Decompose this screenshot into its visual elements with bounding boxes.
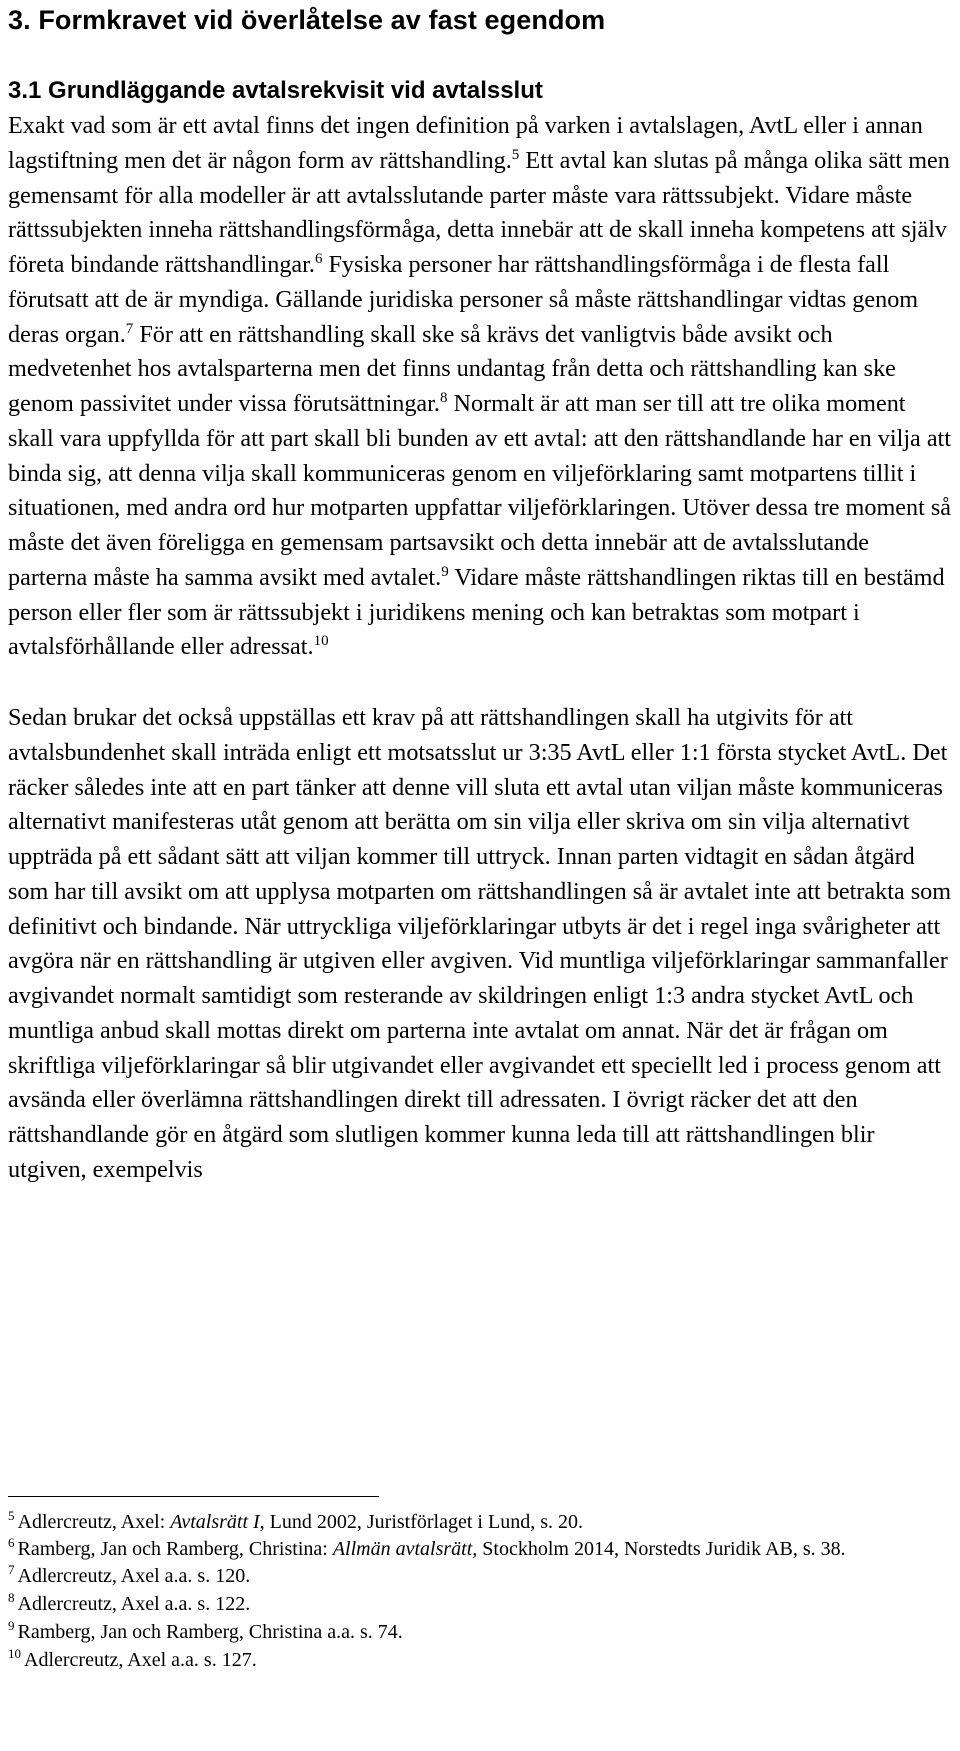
footnote-5 xyxy=(8,1508,952,1536)
footnote-ref-7[interactable]: 7 xyxy=(125,320,134,337)
section-title: 3.1 Grundläggande avtalsrekvisit vid avtalsslut xyxy=(8,77,543,104)
footnote-number: 8 xyxy=(8,1590,15,1605)
chapter-title: 3. Formkravet vid överlåtelse av fast egendom xyxy=(8,5,606,35)
footnote-text: Adlercreutz, Axel a.a. s. 120. xyxy=(17,1565,251,1587)
footnote-6 xyxy=(8,1536,952,1562)
paragraph-1-text: Vidare måste rättshandlingen riktas till en bestämd person eller fler som är rättssubjekt i juridikens mening och kan betraktas som motpart i avtalsförhållande eller adressat. xyxy=(8,563,945,661)
paragraph-1-text: Ett avtal kan slutas på många olika sätt men gemensamt för alla modeller är att avtalsslutande parter måste vara rättssubjekt. Vidare måste rättssubjekten inneha rättshandlingsförmåga, detta innebär att de skall inneha kompetens att själv företa bindande rättshandlingar. xyxy=(8,146,950,278)
document-page xyxy=(8,0,952,1188)
footnote-separator xyxy=(8,1496,379,1497)
footnote-8 xyxy=(8,1590,952,1618)
footnote-7 xyxy=(8,1562,952,1590)
footnote-text: Ramberg, Jan och Ramberg, Christina: xyxy=(17,1538,333,1560)
paragraph-2: Sedan brukar det också uppställas ett krav på att rättshandlingen skall ha utgivits för att avtalsbundenhet skall inträda enligt ett motsatsslut ur 3:35 AvtL eller 1:1 första stycket AvtL. Det räcker således inte att en part tänker att denne vill sluta ett avtal utan viljan måste kommuniceras alternativt manifesteras utåt genom att berätta om sin vilja eller skriva om sin vilja alternativt uppträda på ett sådant sätt att viljan kommer till uttryck. Innan parten vidtagit en sådan åtgärd som har till avsikt om att upplysa motparten om rättshandlingen så är avtalet inte att betrakta som definitivt och bindande. När uttryckliga viljeförklaringar utbyts är det i regel inga svårigheter att avgöra när en rättshandling är utgiven eller avgiven. Vid muntliga viljeförklaringar sammanfaller avgivandet normalt samtidigt som resterande av skildringen enligt 1:3 andra stycket AvtL och muntliga anbud skall mottas direkt om parterna inte avtalat om annat. När det är frågan om skriftliga viljeförklaringar så blir utgivandet eller avgivandet ett speciellt led i process genom att avsända eller överlämna rättshandlingen direkt till adressaten. I övrigt räcker det att den rättshandlande gör en åtgärd som slutligen kommer kunna leda till att rättshandlingen blir utgiven, exempelvis xyxy=(8,704,952,1183)
footnote-title: Avtalsrätt I, xyxy=(170,1511,265,1533)
paragraph-1-text: Exakt vad som är ett avtal finns det ingen definition på varken i avtalslagen, AvtL eller i annan lagstiftning men det är någon form av rättshandling. xyxy=(8,112,923,174)
paragraph-1 xyxy=(8,109,952,665)
footnote-text: Adlercreutz, Axel: xyxy=(17,1511,171,1533)
footnote-number: 9 xyxy=(8,1618,15,1633)
footnote-number: 7 xyxy=(8,1562,15,1577)
footnote-number: 5 xyxy=(8,1508,15,1523)
footnote-10 xyxy=(8,1646,952,1674)
footnote-text: Stockholm 2014, Norstedts Juridik AB, s. 38. xyxy=(477,1538,846,1560)
footnote-text: Adlercreutz, Axel a.a. s. 122. xyxy=(17,1593,251,1615)
paragraph-1-text: Normalt är att man ser till att tre olika moment skall vara uppfyllda för att part skall bli bunden av ett avtal: att den rättshandlande har en vilja att binda sig, att denna vilja skall kommuniceras genom en viljeförklaring samt motpartens tillit i situationen, med andra ord hur motparten uppfattar viljeförklaringen. Utöver dessa tre moment så måste det även föreligga en gemensam partsavsikt och detta innebär att de avtalsslutande parterna måste ha samma avsikt med avtalet. xyxy=(8,390,952,591)
footnote-text: Ramberg, Jan och Ramberg, Christina a.a. s. 74. xyxy=(17,1621,403,1643)
footnote-ref-6[interactable]: 6 xyxy=(314,251,323,267)
paragraph-1-text: För att en rättshandling skall ske så krävs det vanligtvis både avsikt och medvetenhet hos avtalsparterna men det finns undantag från detta och rättshandling kan ske genom passivitet under vissa förutsättningar. xyxy=(8,320,896,417)
footnote-ref-5[interactable]: 5 xyxy=(511,146,520,163)
footnote-ref-8[interactable]: 8 xyxy=(439,390,448,406)
footnote-9 xyxy=(8,1618,952,1646)
footnote-number: 10 xyxy=(8,1646,21,1661)
footnotes xyxy=(8,1508,952,1674)
footnote-number: 6 xyxy=(8,1535,15,1550)
footnote-ref-9[interactable]: 9 xyxy=(441,563,449,580)
paragraph-1-text: Fysiska personer har rättshandlingsförmåga i de flesta fall förutsatt att de är myndiga. Gällande juridiska personer så måste rättshandlingar vidtas genom deras organ. xyxy=(8,251,919,348)
footnote-text: Adlercreutz, Axel a.a. s. 127. xyxy=(24,1649,257,1671)
footnote-title: Allmän avtalsrätt, xyxy=(332,1538,478,1560)
footnote-ref-10[interactable]: 10 xyxy=(313,633,329,650)
footnote-text: Lund 2002, Juristförlaget i Lund, s. 20. xyxy=(264,1511,583,1533)
